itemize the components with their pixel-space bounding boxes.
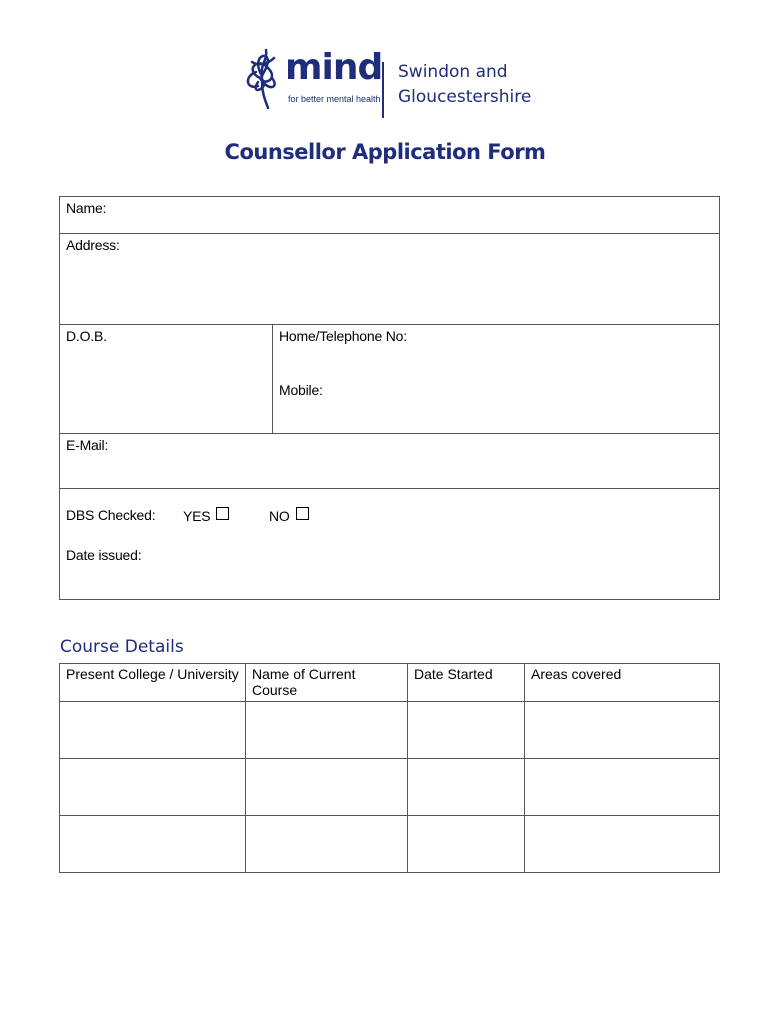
phone-field[interactable] [272,324,720,434]
mobile-label: Mobile: [279,382,323,398]
no-checkbox[interactable] [296,507,309,520]
phone-label: Home/Telephone No: [279,328,407,344]
logo-divider [382,62,384,118]
table-cell[interactable] [408,816,525,873]
yes-checkbox[interactable] [216,507,229,520]
form-title: Counsellor Application Form [224,140,546,164]
yes-label: YES [183,508,211,524]
col-header-course: Name of Current Course [246,664,408,702]
table-cell[interactable] [246,759,408,816]
logo-wordmark: mind [285,47,383,88]
logo-region-line1: Swindon and [398,62,508,82]
dob-label: D.O.B. [66,328,107,344]
dob-field[interactable] [59,324,273,434]
email-label: E-Mail: [66,437,109,453]
table-row [60,759,720,816]
table-cell[interactable] [246,816,408,873]
mind-squiggle-icon [238,42,286,112]
table-cell[interactable] [246,702,408,759]
table-cell[interactable] [525,816,720,873]
date-issued-label: Date issued: [66,547,142,563]
address-label: Address: [66,237,120,253]
table-cell[interactable] [60,816,246,873]
col-header-college: Present College / University [60,664,246,702]
no-label: NO [269,508,290,524]
col-header-areas: Areas covered [525,664,720,702]
col-header-date-started: Date Started [408,664,525,702]
table-cell[interactable] [60,759,246,816]
logo-tagline: for better mental health [288,94,381,104]
table-cell[interactable] [60,702,246,759]
dbs-label: DBS Checked: [66,507,156,523]
name-field[interactable] [59,196,720,234]
name-label: Name: [66,200,107,216]
course-details-title: Course Details [60,637,184,657]
table-cell[interactable] [525,702,720,759]
course-table [59,663,720,873]
table-cell[interactable] [408,759,525,816]
table-row [60,702,720,759]
course-header-row [60,664,720,702]
table-cell[interactable] [408,702,525,759]
dbs-no-option[interactable] [269,507,309,524]
mind-logo [238,42,538,122]
dbs-yes-option[interactable] [183,507,229,524]
table-row [60,816,720,873]
address-field[interactable] [59,233,720,325]
dbs-section [59,488,720,600]
logo-region-line2: Gloucestershire [398,87,532,107]
table-cell[interactable] [525,759,720,816]
email-field[interactable] [59,433,720,489]
logo-region [398,60,531,110]
